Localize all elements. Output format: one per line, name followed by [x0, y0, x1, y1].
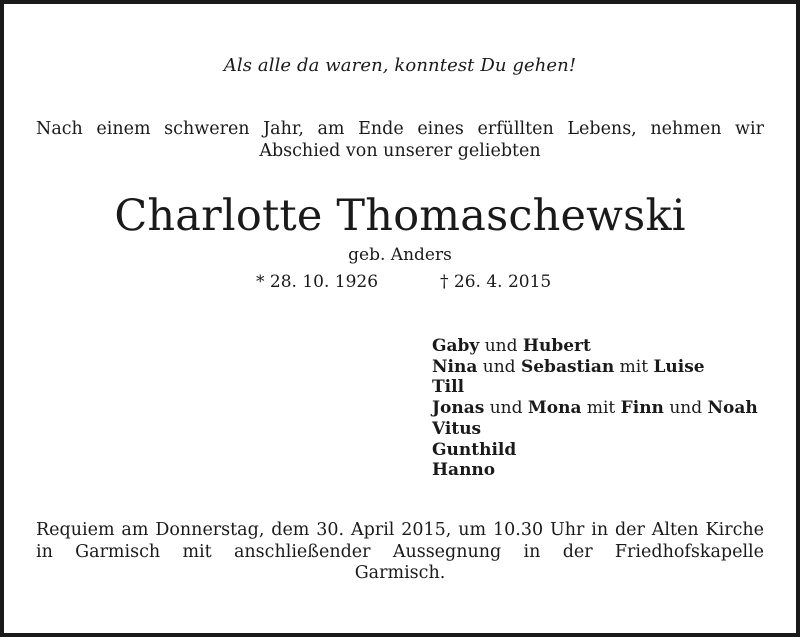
mourner-connector: mit: [581, 398, 621, 419]
mourner-name: Till: [432, 377, 465, 398]
motto-line: Als alle da waren, konntest Du gehen!: [223, 55, 577, 76]
birth-date: * 28. 10. 1926: [256, 272, 379, 292]
mourner-name: Hanno: [432, 460, 496, 481]
mourners-list: [432, 336, 758, 481]
mourner-name: Sebastian: [520, 356, 615, 377]
mourner-name: Mona: [527, 398, 582, 419]
mourner-row: [432, 440, 758, 461]
mourner-row: [432, 460, 758, 481]
mourner-connector: und: [479, 336, 523, 356]
maiden-name: geb. Anders: [348, 245, 452, 265]
intro-text: [36, 118, 764, 162]
mourner-name: Gaby: [432, 336, 480, 356]
intro-line-1: Nach einem schweren Jahr, am Ende eines erfüllten Lebens, nehmen wir: [36, 119, 764, 139]
mourner-name: Luise: [653, 356, 705, 377]
mourner-name: Finn: [620, 398, 664, 419]
mourner-connector: mit: [614, 356, 654, 377]
deceased-name: Charlotte Thomaschewski: [114, 191, 686, 241]
intro-line-2: Abschied von unserer geliebten: [259, 141, 541, 161]
mourner-name: Jonas: [432, 398, 485, 419]
mourner-row: [432, 377, 758, 398]
mourner-row: [432, 357, 758, 378]
death-date: † 26. 4. 2015: [440, 272, 552, 292]
mourner-connector: und: [477, 356, 521, 377]
requiem-line-3: Garmisch.: [354, 563, 446, 583]
mourner-connector: und: [484, 398, 528, 419]
mourner-row: [432, 398, 758, 419]
mourner-name: Nina: [432, 356, 478, 377]
requiem-line-1: Requiem am Donnerstag, dem 30. April 2015, um 10.30 Uhr in der Alten Kirche: [36, 520, 764, 540]
mourner-name: Hubert: [522, 336, 591, 356]
mourner-name: Vitus: [432, 418, 482, 439]
requiem-line-2: in Garmisch mit anschließender Aussegnung in der Friedhofskapelle: [36, 541, 764, 562]
mourner-connector: und: [663, 398, 708, 419]
mourner-row: [432, 419, 758, 440]
mourner-name: Noah: [707, 398, 758, 419]
mourner-row: [432, 336, 758, 357]
requiem-announcement: [36, 520, 764, 585]
mourner-name: Gunthild: [432, 439, 517, 460]
